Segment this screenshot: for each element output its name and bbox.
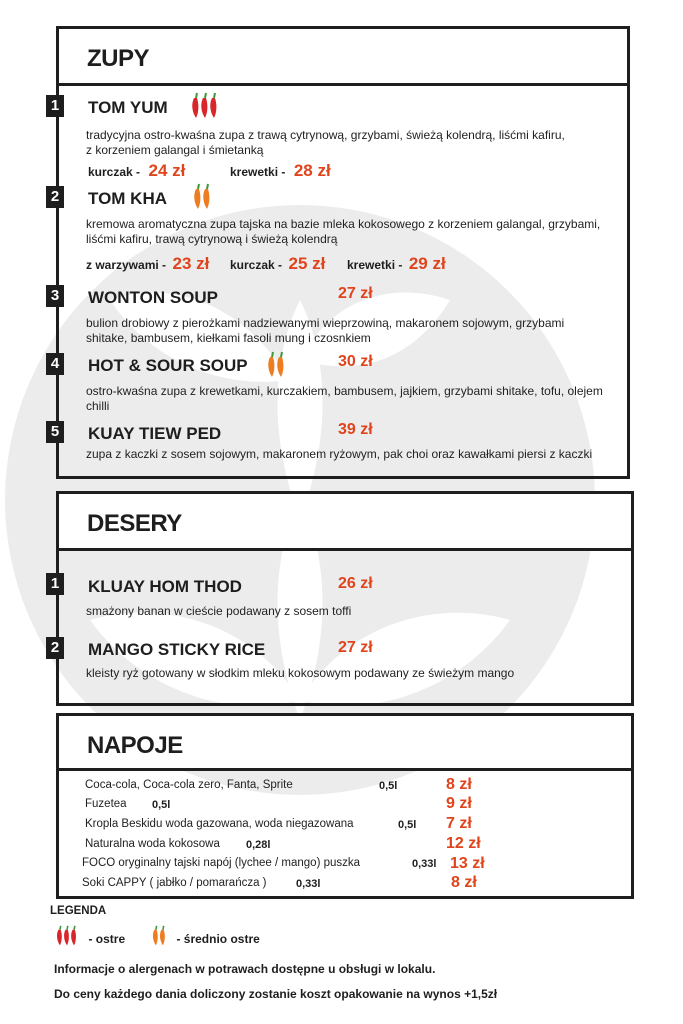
zupy-item-5-price: 39 zł [338,421,373,438]
drink-price: 8 zł [446,776,472,793]
drink-volume: 0,28l [246,839,271,851]
zupy-item-1-desc: tradycyjna ostro-kwaśna zupa z trawą cytrynową, grzybami, świeżą kolendrą, liśćmi kafiru, z korzeniem galangal i śmietanką [86,128,565,157]
drink-price: 13 zł [450,855,485,872]
desery-item-2-price: 27 zł [338,639,373,656]
price-value: 28 zł [293,161,331,180]
zupy-item-1-name: TOM YUM [88,98,168,117]
napoje-header-box [56,713,634,771]
zupy-item-2-number: 2 [46,186,64,208]
price-value: 23 zł [172,254,210,273]
red-chili-icon [54,925,80,952]
zupy-title: ZUPY [87,45,150,72]
price-label: kurczak - [230,258,283,272]
drink-name: Soki CAPPY ( jabłko / pomarańcza ) [82,877,267,889]
red-chili-icon [190,92,220,125]
zupy-item-3-price: 27 zł [338,285,373,302]
zupy-item-1-price-row [88,161,185,181]
price-value: 24 zł [148,161,186,180]
desery-item-1-name: KLUAY HOM THOD [88,577,242,596]
zupy-item-5-name: KUAY TIEW PED [88,424,222,443]
zupy-item-4-number: 4 [46,353,64,375]
zupy-item-4-desc: ostro-kwaśna zupa z krewetkami, kurczakiem, bambusem, jajkiem, grzybami shitake, tofu, olejem chilli [86,384,603,413]
drink-volume: 0,33l [296,878,321,890]
desery-item-1-price: 26 zł [338,575,373,592]
price-value: 29 zł [408,254,446,273]
zupy-item-4-price: 30 zł [338,353,373,370]
zupy-item-3-number: 3 [46,285,64,307]
desery-title: DESERY [87,510,182,537]
zupy-header-box [56,26,630,86]
drink-volume: 0,5l [152,799,171,811]
zupy-item-5-number: 5 [46,421,64,443]
drink-name: Coca-cola, Coca-cola zero, Fanta, Sprite [85,779,293,791]
desery-item-2-number: 2 [46,637,64,659]
orange-chili-icon [266,351,286,384]
drink-volume: 0,5l [398,819,417,831]
legend-hot-label: - ostre [88,931,126,946]
orange-chili-icon [192,183,212,216]
drink-volume: 0,5l [379,780,398,792]
price-label: krewetki - [347,258,403,272]
drink-price: 9 zł [446,795,472,812]
drink-name: FOCO oryginalny tajski napój (lychee / mango) puszka [82,857,361,869]
desery-item-2-name: MANGO STICKY RICE [88,640,266,659]
zupy-item-4-name: HOT & SOUR SOUP [88,356,248,375]
drink-price: 8 zł [451,874,477,891]
zupy-item-2-price-row-2 [230,254,325,274]
allergen-note: Informacje o alergenach w potrawach dostępne u obsługi w lokalu. [54,962,436,976]
price-label: z warzywami - [86,258,167,272]
zupy-item-2-price-row-3 [347,254,446,274]
price-value: 25 zł [288,254,326,273]
drink-volume: 0,33l [412,858,437,870]
drink-name: Kropla Beskidu woda gazowana, woda niegazowana [85,818,354,830]
legend-medium [150,925,260,952]
zupy-item-2-name: TOM KHA [88,189,168,208]
zupy-item-1-price-row-2 [230,161,331,181]
desery-item-2-desc: kleisty ryż gotowany w słodkim mleku kokosowym podawany ze świeżym mango [86,666,515,680]
orange-chili-icon [150,925,168,952]
zupy-item-3-desc: bulion drobiowy z pierożkami nadziewanymi wieprzowiną, makaronem sojowym, grzybami shitake, bambusem, kiełkami fasoli mung i czosnkiem [86,316,565,345]
desery-item-1-desc: smażony banan w cieście podawany z sosem toffi [86,604,352,618]
desery-content-box [56,547,634,706]
legend-hot [54,925,125,952]
zupy-item-1-number: 1 [46,95,64,117]
packaging-note: Do ceny każdego dania doliczony zostanie koszt opakowanie na wynos +1,5zł [54,987,498,1001]
zupy-item-5-desc: zupa z kaczki z sosem sojowym, makaronem ryżowym, pak choi oraz kawałkami piersi z kaczki [86,447,593,461]
legend-medium-label: - średnio ostre [176,931,260,946]
desery-item-1-number: 1 [46,573,64,595]
drink-price: 12 zł [446,835,481,852]
drink-price: 7 zł [446,815,472,832]
legend-title: LEGENDA [50,905,107,917]
price-label: kurczak - [88,165,141,179]
price-label: krewetki - [230,165,286,179]
drink-name: Naturalna woda kokosowa [85,838,220,850]
zupy-item-2-desc: kremowa aromatyczna zupa tajska na bazie mleka kokosowego z korzeniem galangal, grzybami, liśćmi kafiru, trawą cytrynową i świeżą kolendrą [86,217,601,246]
zupy-item-3-name: WONTON SOUP [88,288,219,307]
drink-name: Fuzetea [85,798,127,810]
zupy-item-2-price-row [86,254,209,274]
napoje-title: NAPOJE [87,732,183,759]
desery-header-box [56,491,634,551]
